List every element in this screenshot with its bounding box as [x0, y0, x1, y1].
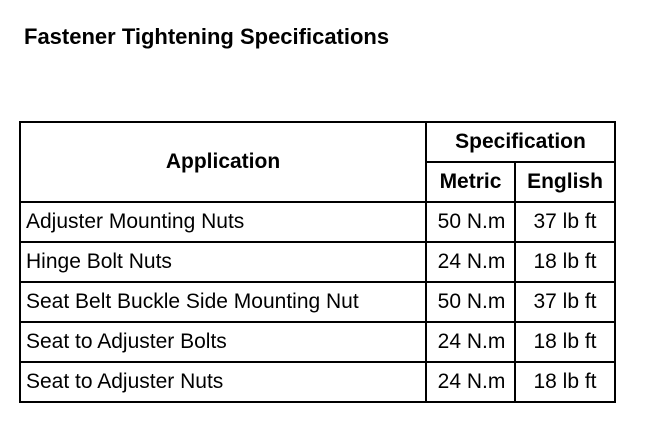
metric-cell: 24 N.m — [426, 362, 515, 402]
page-title: Fastener Tightening Specifications — [24, 24, 390, 49]
table-row — [20, 202, 615, 242]
application-cell: Adjuster Mounting Nuts — [20, 202, 426, 242]
table-row — [20, 282, 615, 322]
application-cell: Seat to Adjuster Nuts — [20, 362, 426, 402]
english-cell: 18 lb ft — [515, 322, 615, 362]
metric-cell: 50 N.m — [426, 202, 515, 242]
english-cell: 18 lb ft — [515, 362, 615, 402]
metric-cell: 50 N.m — [426, 282, 515, 322]
metric-cell: 24 N.m — [426, 242, 515, 282]
english-cell: 18 lb ft — [515, 242, 615, 282]
header-english: English — [515, 162, 615, 202]
table-row — [20, 242, 615, 282]
application-cell: Hinge Bolt Nuts — [20, 242, 426, 282]
metric-cell: 24 N.m — [426, 322, 515, 362]
english-cell: 37 lb ft — [515, 202, 615, 242]
english-cell: 37 lb ft — [515, 282, 615, 322]
application-cell: Seat Belt Buckle Side Mounting Nut — [20, 282, 426, 322]
header-application: Application — [20, 122, 426, 202]
table-row — [20, 362, 615, 402]
application-cell: Seat to Adjuster Bolts — [20, 322, 426, 362]
header-specification: Specification — [426, 122, 615, 162]
header-metric: Metric — [426, 162, 515, 202]
fastener-spec-table — [19, 121, 616, 403]
table-row — [20, 322, 615, 362]
